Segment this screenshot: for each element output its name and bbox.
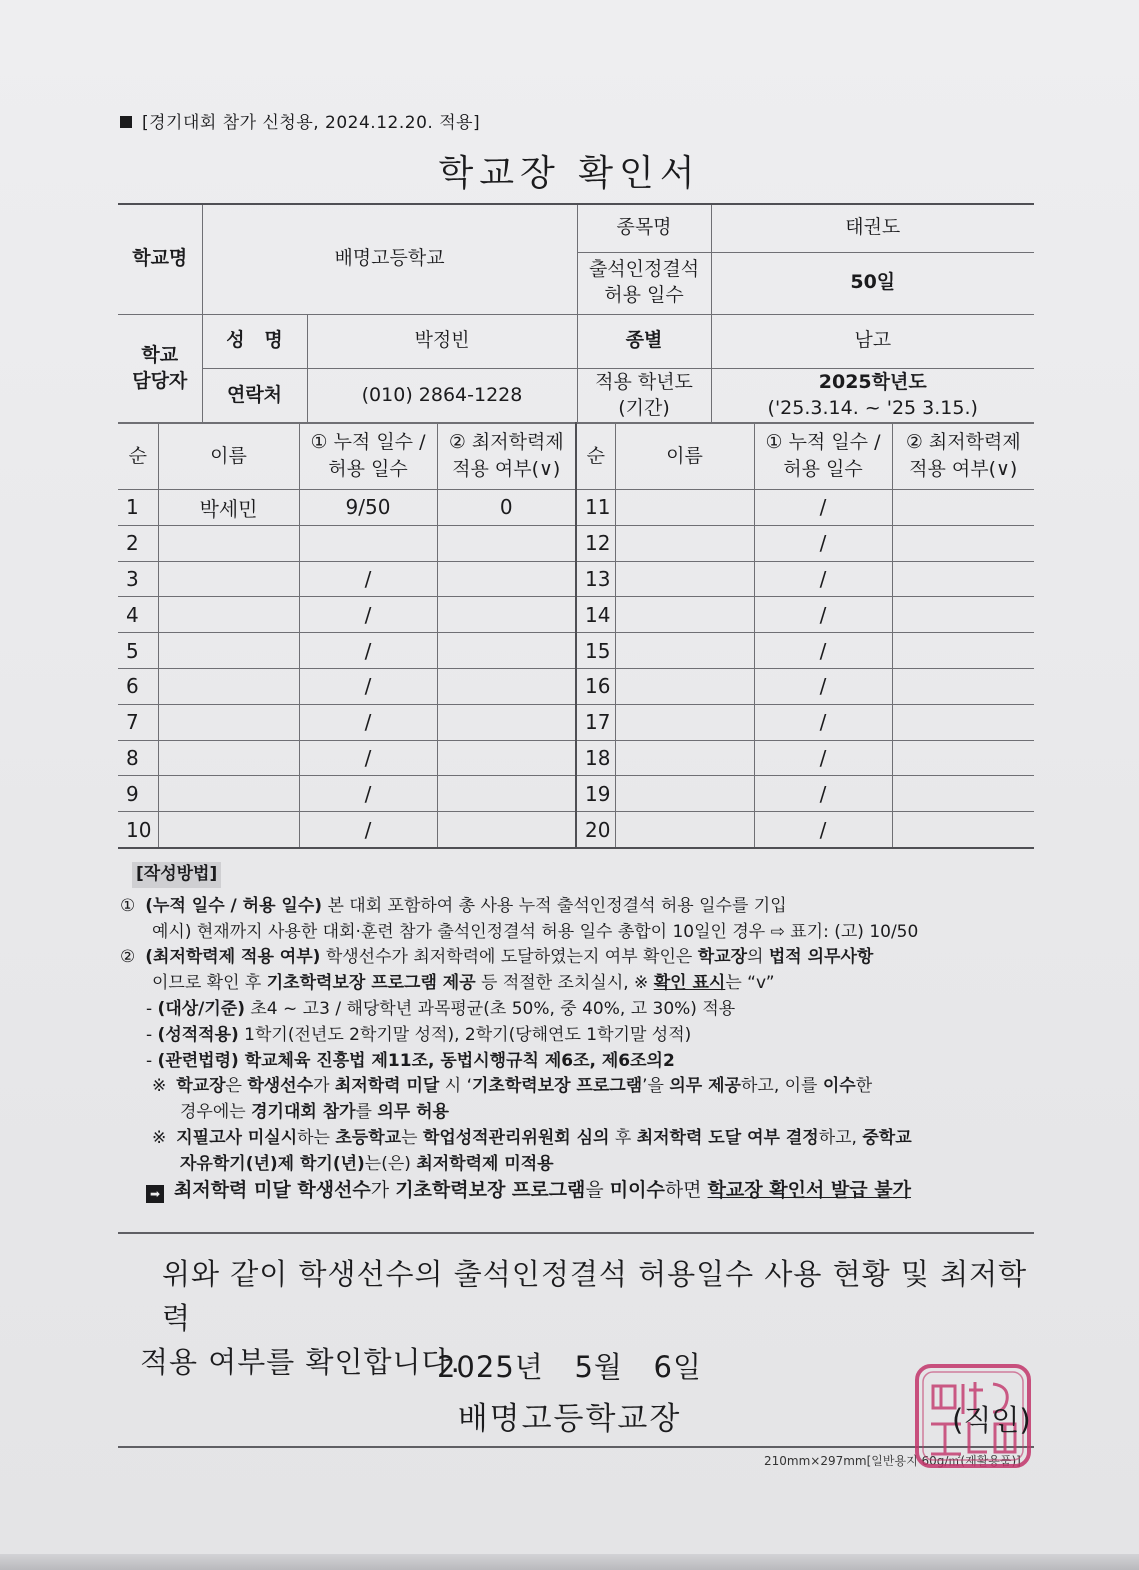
instruction-text: 이므로 확인 후 [152, 973, 267, 994]
name-cell [158, 776, 299, 812]
emphasis-text: 기초학력보장 프로그램 [395, 1178, 586, 1201]
seq-cell: 7 [118, 704, 158, 740]
instruction-text: 학생선수가 최저학력에 도달하였는지 여부 확인은 [320, 947, 698, 968]
seq-cell: 3 [118, 561, 158, 597]
emphasis-text: 학교장 확인서 발급 불가 [707, 1178, 911, 1201]
days-cell: / [299, 597, 437, 633]
academic-year-label-line2: (기간) [618, 396, 670, 419]
days-cell: / [754, 490, 892, 526]
name-cell [615, 704, 754, 740]
note-text: 은 [225, 1076, 248, 1097]
table-row [118, 776, 1034, 812]
table-row [118, 812, 1034, 848]
criteria-text: 초4 ~ 고3 / 해당학년 과목평균(초 50%, 중 40%, 고 30%) 적용 [244, 998, 736, 1019]
name-cell [158, 561, 299, 597]
days-cell: / [754, 597, 892, 633]
dash-marker: - [146, 1024, 153, 1045]
emphasis-text: 학교장 [697, 947, 748, 968]
table-row [118, 668, 1034, 704]
header-seq-right: 순 [576, 423, 615, 490]
name-cell [615, 740, 754, 776]
seal-label: (직인) [952, 1403, 1031, 1437]
emphasis-text: 최저학력 미달 [334, 1076, 440, 1097]
min-cell [437, 561, 576, 597]
name-cell [615, 668, 754, 704]
academic-year: 2025학년도 [818, 370, 927, 393]
table-row [118, 633, 1034, 669]
emphasis-text: 의무 제공 [669, 1076, 741, 1097]
name-cell [158, 525, 299, 561]
name-cell [158, 812, 299, 848]
school-info-table [118, 203, 1034, 424]
law-term: (관련법령) [157, 1050, 239, 1071]
header-min-right [892, 423, 1034, 490]
reference-mark: ※ [152, 1127, 167, 1148]
min-cell [892, 597, 1034, 633]
emphasis-text: 최저학력제 미적용 [416, 1153, 554, 1174]
criteria-line [120, 997, 1035, 1023]
note-text: 후 [609, 1127, 637, 1148]
absence-days-label [577, 252, 711, 314]
min-cell [892, 490, 1034, 526]
note-text: 를 [355, 1102, 378, 1123]
header-days-line1: ① 누적 일수 / [310, 431, 426, 454]
instruction-term: (최저학력제 적용 여부) [145, 947, 321, 968]
emphasis-text: 학교장 [176, 1076, 226, 1097]
min-cell: 0 [437, 490, 576, 526]
emphasis-text: 학업성적관리위원회 심의 [422, 1127, 610, 1148]
dash-marker: - [146, 998, 153, 1019]
circled-two-marker: ② [120, 947, 136, 968]
document-title: 학교장 확인서 [438, 153, 701, 194]
header-min-line2: 적용 여부(∨) [909, 458, 1018, 480]
name-cell [158, 704, 299, 740]
header-name-left: 이름 [158, 423, 299, 490]
days-cell: / [299, 704, 437, 740]
academic-year-label [577, 368, 711, 423]
note-text: 는 [401, 1127, 423, 1148]
min-cell [892, 561, 1034, 597]
days-cell: / [754, 525, 892, 561]
name-cell [615, 561, 754, 597]
seq-cell: 15 [576, 633, 615, 669]
table-row [118, 490, 1034, 526]
school-name-label: 학교명 [118, 204, 202, 314]
seq-cell: 4 [118, 597, 158, 633]
days-cell: / [299, 740, 437, 776]
note-text: ’을 [642, 1076, 670, 1097]
header-min-line1: ② 최저학력제 [448, 431, 564, 454]
days-cell: / [299, 812, 437, 848]
min-cell [437, 668, 576, 704]
sport-label: 종목명 [577, 204, 711, 252]
emphasis-text: 법적 의무사항 [768, 947, 874, 968]
reference-mark: ※ [152, 1076, 167, 1097]
contact-person-label-line2: 담당자 [132, 369, 188, 392]
absence-days-value: 50일 [711, 252, 1034, 314]
absence-days-label-line1: 출석인정결석 [588, 258, 700, 281]
contact-name-value: 박정빈 [307, 314, 577, 368]
section-divider [118, 1232, 1034, 1234]
category-value: 남고 [711, 314, 1034, 368]
instructions-section [120, 862, 1035, 1203]
min-cell [892, 740, 1034, 776]
academic-year-value [711, 368, 1034, 423]
student-roster-table [118, 422, 1034, 849]
seq-cell: 16 [576, 668, 615, 704]
min-cell [437, 597, 576, 633]
days-cell: / [299, 633, 437, 669]
name-cell [158, 597, 299, 633]
emphasis-text: 최저학력 미달 학생선수 [174, 1178, 371, 1201]
table-row [118, 740, 1034, 776]
table-row [118, 525, 1034, 561]
note-text: 가 [313, 1076, 335, 1097]
note-text: 시 ‘ [439, 1076, 472, 1097]
name-cell [158, 633, 299, 669]
emphasis-text: 지필고사 미실시 [176, 1127, 298, 1148]
academic-year-label-line1: 적용 학년도 [595, 370, 693, 393]
min-cell [437, 740, 576, 776]
header-note-text: [경기대회 참가 신청용, 2024.12.20. 적용] [142, 113, 481, 133]
instruction-term: (누적 일수 / 허용 일수) [145, 895, 323, 916]
warning-text: 가 [370, 1178, 396, 1201]
instruction-text: 는 “v” [725, 973, 775, 994]
principal-title: 배명고등학교장 [457, 1401, 682, 1437]
academic-period: ('25.3.14. ~ '25 3.15.) [767, 396, 978, 419]
days-cell: 9/50 [299, 490, 437, 526]
instructions-heading: [작성방법] [132, 862, 221, 888]
confirmation-line-1: 위와 같이 학생선수의 출석인정결석 허용일수 사용 현황 및 최저학력 [162, 1257, 1028, 1335]
seq-cell: 8 [118, 740, 158, 776]
seq-cell: 17 [576, 704, 615, 740]
min-cell [437, 525, 576, 561]
grade-term: (성적적용) [157, 1024, 239, 1045]
warning-line [120, 1178, 1035, 1204]
header-days-line1: ① 누적 일수 / [765, 431, 881, 454]
note-line-2 [120, 1126, 1035, 1152]
name-cell [158, 740, 299, 776]
min-cell [892, 776, 1034, 812]
contact-person-label [118, 314, 202, 423]
footer-divider [118, 1446, 1034, 1448]
name-cell [615, 525, 754, 561]
days-cell: / [754, 704, 892, 740]
instruction-example: 예시) 현재까지 사용한 대회·훈련 참가 출석인정결석 허용 일수 총합이 10일인 경우 ⇨ 표기: (고) 10/50 [152, 921, 919, 942]
emphasis-text: 기초학력보장 프로그램 [471, 1076, 643, 1097]
grade-application-line [120, 1023, 1035, 1049]
emphasis-text: 이수 [822, 1076, 856, 1097]
min-cell [437, 704, 576, 740]
header-days-left [299, 423, 437, 490]
min-cell [437, 633, 576, 669]
seq-cell: 14 [576, 597, 615, 633]
name-cell [615, 633, 754, 669]
note-line-1-cont [120, 1100, 1035, 1126]
instruction-item-1 [120, 894, 1035, 920]
days-cell: / [754, 668, 892, 704]
emphasis-text: 중학교 [862, 1127, 912, 1148]
name-cell [158, 668, 299, 704]
seq-cell: 13 [576, 561, 615, 597]
seq-cell: 2 [118, 525, 158, 561]
header-days-line2: 허용 일수 [783, 458, 863, 480]
seq-cell: 9 [118, 776, 158, 812]
category-label: 종별 [577, 314, 711, 368]
seq-cell: 11 [576, 490, 615, 526]
instruction-text: 본 대회 포함하여 총 사용 누적 출석인정결석 허용 일수를 기입 [322, 895, 787, 916]
seq-cell: 12 [576, 525, 615, 561]
instruction-text: 의 [747, 947, 769, 968]
paper-spec-note: 210mm×297mm[일반용지 60g/㎡(재활용품)] [764, 1454, 1021, 1468]
min-cell [892, 812, 1034, 848]
contact-name-label: 성 명 [202, 314, 307, 368]
law-text: 학교체육 진흥법 제11조, 동법시행규칙 제6조, 제6조의2 [238, 1050, 675, 1071]
note-text: 경우에는 [180, 1102, 252, 1123]
header-days-right [754, 423, 892, 490]
instruction-text: 등 적절한 조치실시, ※ [475, 973, 654, 994]
header-min-line1: ② 최저학력제 [905, 431, 1021, 454]
name-cell [615, 490, 754, 526]
absence-days-label-line2: 허용 일수 [604, 284, 684, 306]
seq-cell: 19 [576, 776, 615, 812]
emphasis-text: 미이수 [609, 1178, 665, 1201]
phone-value: (010) 2864-1228 [307, 368, 577, 423]
days-cell: / [299, 561, 437, 597]
seq-cell: 10 [118, 812, 158, 848]
note-line-1 [120, 1074, 1035, 1100]
instruction-item-2 [120, 945, 1035, 971]
table-row [118, 704, 1034, 740]
sport-value: 태권도 [711, 204, 1034, 252]
name-cell: 박세민 [158, 490, 299, 526]
emphasis-text: 학생선수 [247, 1076, 314, 1097]
seq-cell: 6 [118, 668, 158, 704]
note-text: 하는 [297, 1127, 336, 1148]
days-cell: / [754, 812, 892, 848]
seq-cell: 20 [576, 812, 615, 848]
seq-cell: 1 [118, 490, 158, 526]
contact-person-label-line1: 학교 [141, 343, 179, 366]
seq-cell: 18 [576, 740, 615, 776]
emphasis-text: 초등학교 [335, 1127, 402, 1148]
issue-date: 2025년 5월 6일 [436, 1350, 703, 1384]
days-cell [299, 525, 437, 561]
grade-text: 1학기(전년도 2학기말 성적), 2학기(당해연도 1학기말 성적) [238, 1024, 692, 1045]
days-cell: / [754, 776, 892, 812]
dash-marker: - [146, 1050, 153, 1071]
emphasis-text: 의무 허용 [377, 1102, 449, 1123]
emphasis-text: 기초학력보장 프로그램 제공 [266, 973, 476, 994]
related-law-line [120, 1049, 1035, 1075]
table-row [118, 561, 1034, 597]
name-cell [615, 812, 754, 848]
header-min-line2: 적용 여부(∨) [452, 458, 561, 480]
header-seq-left: 순 [118, 423, 158, 490]
square-bullet-icon [120, 116, 132, 128]
confirmation-line-2: 적용 여부를 확인합니다. [140, 1345, 461, 1379]
form-header-note [120, 108, 480, 133]
phone-label: 연락처 [202, 368, 307, 423]
days-cell: / [299, 668, 437, 704]
header-days-line2: 허용 일수 [328, 458, 408, 480]
header-name-right: 이름 [615, 423, 754, 490]
note-text: 는(은) [364, 1153, 417, 1174]
school-name-value: 배명고등학교 [202, 204, 577, 314]
name-cell [615, 776, 754, 812]
emphasis-text: 자유학기(년)제 학기(년) [180, 1153, 365, 1174]
days-cell: / [754, 633, 892, 669]
days-cell: / [754, 740, 892, 776]
min-cell [892, 668, 1034, 704]
note-text: 하고, 이를 [740, 1076, 823, 1097]
warning-text: 하면 [664, 1178, 708, 1201]
desk-surface [0, 1554, 1139, 1570]
table-row [118, 597, 1034, 633]
min-cell [892, 633, 1034, 669]
arrow-box-icon: ➡ [146, 1185, 164, 1203]
min-cell [892, 525, 1034, 561]
emphasis-text: 경기대회 참가 [251, 1102, 356, 1123]
emphasis-text: 확인 표시 [653, 973, 726, 994]
emphasis-text: 최저학력 도달 여부 결정 [636, 1127, 819, 1148]
min-cell [437, 776, 576, 812]
days-cell: / [754, 561, 892, 597]
min-cell [892, 704, 1034, 740]
circled-one-marker: ① [120, 895, 136, 916]
name-cell [615, 597, 754, 633]
warning-text: 을 [585, 1178, 610, 1201]
note-line-2-cont [120, 1152, 1035, 1178]
days-cell: / [299, 776, 437, 812]
note-text: 하고, [818, 1127, 863, 1148]
min-cell [437, 812, 576, 848]
instruction-item-2-cont [120, 971, 1035, 997]
seq-cell: 5 [118, 633, 158, 669]
header-min-left [437, 423, 576, 490]
note-text: 한 [855, 1076, 873, 1097]
criteria-term: (대상/기준) [157, 998, 245, 1019]
